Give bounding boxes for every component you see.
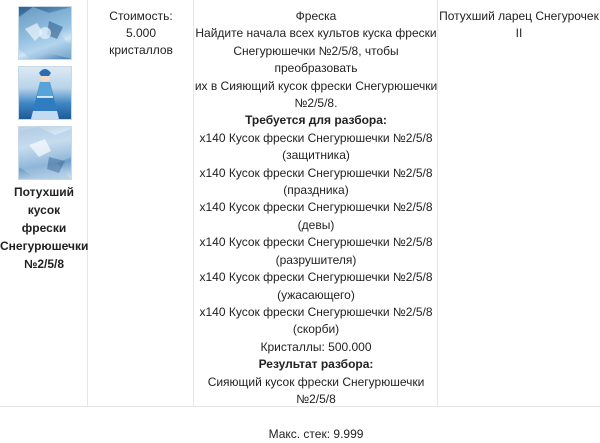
description-cell	[194, 0, 438, 441]
requirement-variant: (скорби)	[292, 322, 340, 337]
item-type: Фреска	[295, 9, 337, 23]
intro-line: №2/5/8.	[294, 96, 338, 111]
requirement-item: x140 Кусок фрески Снегурюшечки №2/5/8	[199, 165, 433, 180]
item-name-line: Снегурюшечки	[0, 239, 89, 253]
required-heading: Требуется для разбора:	[245, 113, 387, 128]
item-name	[0, 183, 88, 273]
source-cell	[438, 0, 600, 406]
requirement-item: x140 Кусок фрески Снегурюшечки №2/5/8	[199, 130, 433, 145]
cost-label: Стоимость:	[109, 9, 173, 23]
source-line: Потухший ларец Снегурочек	[439, 9, 599, 23]
result-heading: Результат разбора:	[258, 357, 374, 372]
intro-line: Найдите начала всех культов куска фрески	[195, 26, 437, 41]
fresco-piece-top-icon[interactable]	[18, 6, 72, 60]
intro-line: их в Сияющий кусок фрески Снегурюшечки	[194, 78, 438, 93]
item-cost	[88, 8, 194, 59]
requirement-variant: (праздника)	[283, 183, 349, 198]
requirement-variant: (девы)	[297, 217, 335, 232]
crystals-required: Кристаллы: 500.000	[260, 339, 372, 354]
item-name-line: №2/5/8	[23, 257, 65, 271]
cost-cell	[88, 0, 194, 406]
result-item: Сияющий кусок фрески Снегурюшечки №2/5/8	[207, 374, 425, 406]
requirement-item: x140 Кусок фрески Снегурюшечки №2/5/8	[199, 235, 433, 250]
requirement-variant: (защитника)	[282, 148, 350, 163]
max-stack: Макс. стек: 9.999	[268, 426, 364, 441]
intro-line: Снегурюшечки №2/5/8, чтобы преобразовать	[233, 43, 399, 76]
requirement-variant: (ужасающего)	[277, 287, 355, 302]
cost-amount: 5.000	[125, 26, 157, 40]
source-line: II	[515, 26, 523, 40]
requirement-item: x140 Кусок фрески Снегурюшечки №2/5/8	[199, 270, 433, 285]
item-cell	[0, 0, 88, 406]
item-name-line: фрески	[21, 221, 67, 235]
snow-maiden-figure-icon[interactable]	[18, 66, 72, 120]
item-name-line: Потухший кусок	[13, 185, 75, 217]
requirement-item: x140 Кусок фрески Снегурюшечки №2/5/8	[199, 304, 433, 319]
fresco-piece-bottom-icon[interactable]	[18, 126, 72, 180]
item-description	[194, 8, 438, 443]
requirement-variant: (разрушителя)	[275, 252, 357, 267]
requirement-item: x140 Кусок фрески Снегурюшечки №2/5/8	[199, 200, 433, 215]
cost-currency: кристаллов	[109, 43, 173, 57]
item-source	[438, 8, 600, 42]
